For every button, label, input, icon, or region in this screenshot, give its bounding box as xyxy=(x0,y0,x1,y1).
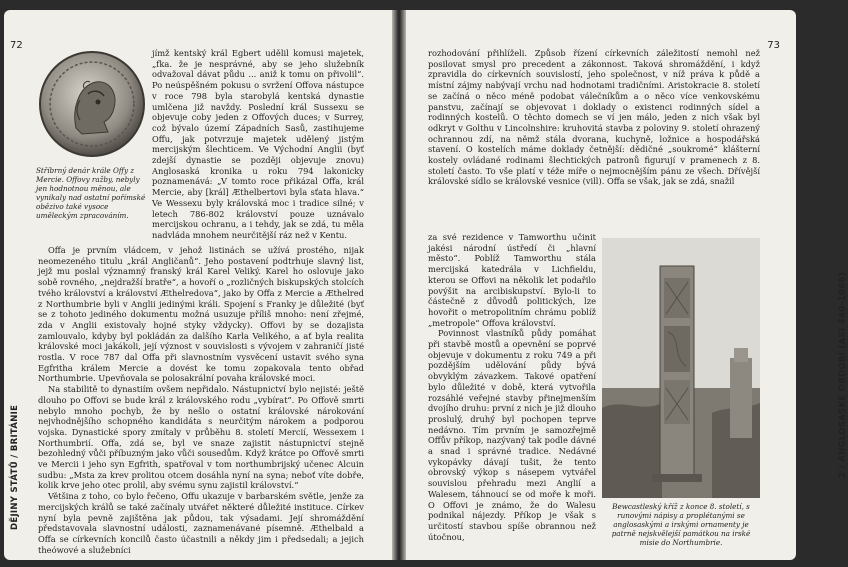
coin-illustration xyxy=(38,50,146,158)
left-top-column xyxy=(152,48,364,241)
cross-photo xyxy=(602,238,760,498)
left-page xyxy=(4,10,392,560)
paragraph: za své rezidence v Tamworthu učinit jakési národní ústředí či „hlavní město“. Poblíž Tamworthu stála mercijská katedrála v Lichfieldu, kterou se Offovi na několik let podařilo povýšit na arcibiskupství. Bylo-li to částečně z důvodů politických, lze hovořit o metropolitním chrámu poblíž „metropole“ Offova království. xyxy=(428,232,596,328)
photo-caption: Bewcastleský kříž z konce 8. století, s runovými nápisy a proplétanými se anglosaskými a irskými ornamenty je patrně nejskvělejší památkou na irské misie do Northumbrie. xyxy=(611,502,751,547)
right-narrow-column xyxy=(428,232,596,542)
left-running-head: DĚJINY STÁTŮ / BRITÁNIE xyxy=(10,404,20,530)
paragraph: Povinnost vlastníků půdy pomáhat při stavbě mostů a opevnění se poprvé objevuje v dokumentu z roku 749 a při pozdějším udělování půdy bývá obvyklým závazkem. Takové opatření bylo důležité v době, která vytvořila rozsáhlé veřejné stavby přinejmenším dvojího druhu: první z nich je již dlouho proslulý, druhý byl pochopen teprve nedávno. Tím prvním je samozřejmě Offův příkop, nazývaný tak podle dávné a snad i správné tradice. Nedávné vykopávky dávají tušit, že tento obrovský výkop s násepem vytvářel souvislou přehradu mezi Anglií a Walesem, táhnoucí se od moře k moři. O Offovi je známo, že do Walesu podnikal nájezdy. Příkop je však s určitostí stavbou spíše obrannou než útočnou, xyxy=(428,328,596,542)
paragraph: jímž kentský král Egbert udělil komusi majetek, „fka. že je nesprávné, aby se jeho služebník odvažoval dávat půdu ... aniž k tomu on přivolil“. Po neúspěšném pokusu o svržení Offova nástupce v roce 798 byla starobylá kentská dynastie umlčena již navždy. Poslední král Sussexu se objevuje coby jeden z Offových duces; v Surrey, což bývalo území Západních Sasů, zastihujeme Offu, jak potvrzuje majetek udělený jistým mercijským šlechticem. Ve Východní Anglii (byť zdejší dynastie se později objevuje znovu) Anglosaská kronika u roku 794 lakonicky poznamenává: „V tomto roce přikázal Offa, král Mercie, aby [král] Æthelbertovi byla sťata hlava.“ Ve Wessexu byly královská moc i tradice silné; v letech 786-802 království pouze uznávalo mercijskou ochranu, a i tehdy, jak se zdá, tu měla nadvláda mnohem neurčitější ráz než v Kentu. xyxy=(152,48,364,240)
paragraph: Většina z toho, co bylo řečeno, Offu ukazuje v barbarském světle, jenže za mercijských králů se také začínaly utvářet některé důležité instituce. Církev nyní byla pevně zajištěna jak půdou, tak výsadami. Její shromáždění představovala slavnostní události, zaznamenávané písemně. Æthelbald a Offa se církevních koncilů často účastnili a někdy jim i předsedali; a jejich theówové a služebníci xyxy=(38,491,364,555)
book-gutter xyxy=(392,10,406,560)
right-running-head: 2 / ANGLOSASKÉ OBDOBÍ (ASI 440–1066) xyxy=(838,272,848,478)
right-top-column xyxy=(428,48,760,187)
paragraph: Offa je prvním vládcem, v jehož listinách se užívá prostého, nijak neomezeného titulu „král Angličanů“. Jeho postavení podtrhuje slavný list, jejž mu poslal významný franský král Karel Veliký. Karel ho oslovuje jako sobě rovného, „nejdražší bratře“, a hovoří o „rozličných biskupských stolcích tvého království a království Æthelredova“, jako by Offa z Mercie a Æthelred z Northumbrie byli v Anglii jedinými králi. Spojení s Franky je důležité (byť se z tohoto jediného dokumentu možná usuzuje příliš mnoho: není zřejmé, zda v Anglii existovaly hojné styky vždycky). Offovi by se dozajista zamlouvalo, kdyby byl pokládán za dalšího Karla Velikého, a ať byla realita královské moci jakákoli, její význost v souvislosti s vývojem v zahraničí jisté rostla. V roce 787 dal Offa při slavnostním vysvěcení ustavit svého syna Egfritha králem Mercie a dovést ke tomu zopakovala tento obřad Northumbrie. Upevňovala se polosakrální povaha královské moci. xyxy=(38,245,364,384)
left-page-number: 72 xyxy=(10,40,23,51)
coin-caption: Stříbrný denár krále Offy z Mercie. Offovy ražby, nebyly jen hodnotnou měnou, ale vynikaly nad ostatní pořímské obězivo také vysoce uměleckým zpracováním. xyxy=(36,166,146,220)
right-page-number: 73 xyxy=(767,40,780,51)
right-page xyxy=(406,10,848,560)
paragraph: rozhodování přihlíželi. Způsob řízení církevních záležitostí nemohl než posilovat smysl pro precedent a zákonnost. Taková shromáždění, i když zpravidla do církevních souvislostí, jeho společnost, v níž práva k půdě a místní zájmy nabývají vrchu nad hodnotami tradičními. Aristokracie 8. století se začíná o něco méně podobat válečníkům a o něco více venkovskému panstvu, začínají se objevovat i doklady o existenci rodinných sídel a rodinných kostelů. O těchto domech se ví jen málo, jeden z nich však byl odkryt v Golthu v Lincolnshire: kruhovitá stavba z poloviny 9. století ohrazený ochrannou zdí, na němž stála dvorana, kuchyně, ložnice a hospodářská stavení. O kostelích máme doklady četnější: dědičné „soukromé“ klášterní kostely ovládané rodinami šlechtických patronů figurují v pramenech z 8. století často. To vše platí v téže míře o nejmocnějším pánu ze všech. Dřívější královské sídlo se královské vesnice (vill). Offa se však, jak se zdá, snažil xyxy=(428,48,760,187)
left-main-column xyxy=(38,245,364,555)
paragraph: Na stabilitě to dynastiím ovšem nepřidalo. Nástupnictví bylo nejisté: ještě dlouho po Offovi se bude král z královského rodu „vybírat“. Po Offově smrti nebylo mnoho pochyb, že by nešlo o ostatní královské nárokování nejvhodnějšího schopného kandidáta s neurčitým nárokem a podporou vojska. Dynastické spory zmítaly v průběhu 8. století Mercií, Wessexem i Northumbrií. Offa, zdá se, byl ve snaze zajistit nástupnictví stejně bezohledný vůči příbuzným jako vůči sousedům. Když krátce po Offově smrti ve Mercii i jeho syn Egfrith, spatřoval v tom northumbrijský učenec Alcuin sudbu: „Msta za krev prolitou otcem dosáhla nyní na syna; neboť víte dobře, kolik krve jeho otec prolil, aby svému synu zajistil království.“ xyxy=(38,384,364,491)
